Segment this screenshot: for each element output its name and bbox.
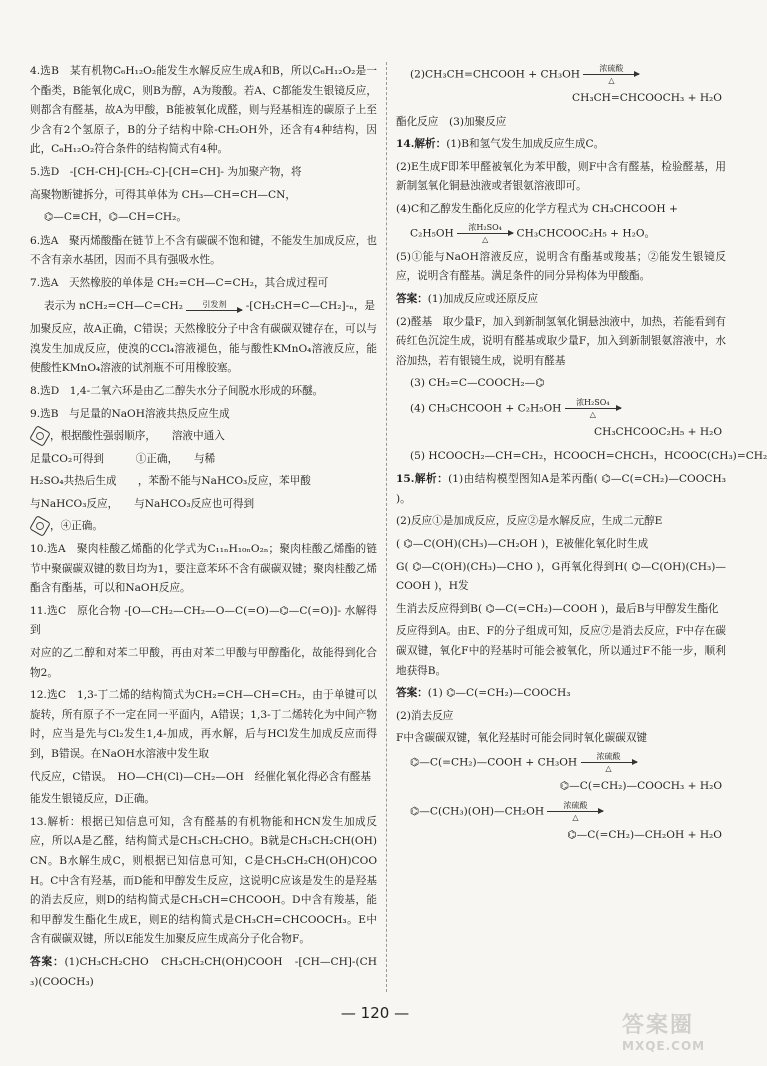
answer-q5-line1: 5.选D -[CH-CH]-[CH₂-C]-[CH=CH]- 为加聚产物，将: [30, 165, 302, 178]
answer-q4: 4.选B 某有机物C₆H₁₂O₂能发生水解反应生成A和B，所以C₆H₁₂O₂是一个酯类，B能氧化成C，则B为醇，A为羧酸。若A、C都能发生银镜反应，则都含有醛基，故A为甲酸，B能被氧化成醛，则与羟基相连的碳原子上至少含有2个氢原子，B的分子结构中除-CH₂OH外，还含有4种结构，因此，C₆H₁₂O₂符合条件的结构简式有4种。: [30, 65, 377, 156]
answer-q15-note: F中含碳碳双键，氧化羟基时可能会同时氧化碳碳双键: [396, 732, 648, 745]
answer-q15-a: [396, 470, 726, 509]
right-column: [396, 62, 767, 849]
answer-q14-a: [396, 135, 726, 155]
q14-ans4-equation: [410, 398, 726, 419]
answer-q14-ans5: (5) HCOOCH₂—CH=CH₂，HCOOCH=CHCH₃，HCOOC(CH₃)=CH₂: [410, 449, 767, 462]
answer-label: 答案：: [396, 687, 428, 700]
q15-eq1-cond: 浓硫酸: [596, 751, 621, 761]
answer-q15-c: ( ⌬—C(OH)(CH₃)—CH₂OH )，E被催化氧化时生成: [396, 537, 649, 550]
watermark-url: MXQE.COM: [622, 1039, 706, 1053]
q15-ans1-text: (1) ⌬—C(=CH₂)—COOCH₃: [427, 687, 571, 700]
reaction-arrow: [457, 223, 513, 244]
heat-symbol: △: [605, 763, 612, 773]
page-number: — 120 —: [340, 1004, 410, 1022]
answer-q9-line4: [30, 472, 377, 492]
answer-q7-line3: 加聚反应，故A正确，C错误；天然橡胶分子中含有碳碳双键存在，可以与溴发生加成反应，使溴的CCl₄溶液褪色，能与酸性KMnO₄溶液反应，能使酸性KMnO₄溶液的试剂瓶不可用橡胶塞。: [30, 323, 377, 375]
q15-text-a: (1)由结构模型图知A是苯丙酯( ⌬—C(=CH₂)—COOCH₃ )。: [396, 473, 726, 505]
answer-q7-equation: [44, 297, 377, 317]
q9-text-c: 足量CO₂可得到 ①正确， 与稀: [30, 452, 216, 465]
analysis-label: 14.解析：: [396, 138, 447, 151]
answer-q13-answer: [30, 953, 377, 992]
answer-q15-ans1: [396, 684, 726, 704]
q14-ans4-reactants: (4) CH₃CHCOOH + C₂H₅OH: [410, 402, 562, 415]
q14-ans4-products: CH₃CHCOOC₂H₅ + H₂O: [593, 426, 722, 438]
watermark-logo: [622, 1008, 732, 1056]
answer-q5-monomers: ⌬—C≡CH，⌬—CH=CH₂。: [44, 211, 188, 224]
q14-equation: [410, 223, 726, 244]
q14-ans1-text: (1)加成反应或还原反应: [427, 292, 539, 305]
q13-equation-2: [410, 64, 726, 85]
reaction-arrow: [565, 398, 621, 419]
answer-q13: 13.解析：根据已知信息可知，含有醛基的有机物能和HCN发生加成反应，所以A是乙醛，结构简式是CH₃CH₂CHO。B就是CH₃CH₂CH(OH)CN。B水解生成C，则根据已知信息可知，C是CH₃CH₂CH(OH)COOH。C中含有羟基，而D能和甲醇发生反应，这说明C应该是发生的是羟基的消去反应，则D的结构简式是CH₃CH=CHCOOH。D中含有羧基，能和甲醇发生酯化生成E，则E的结构简式是CH₃CH=CHCOOCH₃。E中含有碳碳双键，所以E能发生加聚反应生成高分子化合物F。: [30, 815, 377, 946]
arrow-icon: [457, 233, 513, 234]
benzene-ring-icon: [29, 516, 51, 538]
analysis-label: 15.解析：: [396, 473, 449, 486]
answer-label: 答案：: [396, 292, 428, 305]
q14-eq-reactant: C₂H₅OH: [410, 227, 454, 240]
q9-text-f: ，④正确。: [50, 520, 103, 533]
answer-q14-ans3: (3) CH₂=C—COOCH₂—⌬: [410, 377, 545, 390]
arrow-icon: [186, 310, 242, 311]
answer-q14-b: (2)E生成F即苯甲醛被氧化为苯甲酸，则F中含有醛基，检验醛基，用新制氢氧化铜悬浊液或者银氨溶液即可。: [396, 160, 726, 193]
answer-q12-line1: 12.选C 1,3-丁二烯的结构简式为CH₂=CH—CH=CH₂，由于单键可以旋转，所有原子不一定在同一平面内，A错误；1,3-丁二烯转化为中间产物时，应当是先与Cl₂发生1,4-加成，再水解，后与HCl发生加成反应而得到，B错误。在NaOH水溶液中发生取: [30, 689, 377, 760]
q15-eq2-cond: 浓硫酸: [563, 800, 588, 810]
q14-text-a: (1)B和氢气发生加成反应生成C。: [446, 138, 605, 151]
q14-eq-product: CH₃CHCOOC₂H₅ + H₂O。: [516, 227, 656, 240]
answer-q15-f: 反应得到A。由E、F的分子组成可知，反应⑦是消去反应，F中存在碳碳双键，氧化F中的羟基时可能会被氧化，所以通过F不能一步，顺利地获得B。: [396, 625, 726, 677]
reaction-arrow: [547, 801, 603, 822]
q15-equation-1: [410, 752, 726, 773]
answer-q14-e: (5)①能与NaOH溶液反应，说明含有酯基或羧基；②能发生银镜反应，说明含有醛基。满足条件的同分异构体为甲酸酯。: [396, 250, 726, 283]
q13-answer-text: (1)CH₃CH₂CHO CH₃CH₂CH(OH)COOH -[CH—CH]-(CH₃)(COOCH₃): [30, 955, 377, 988]
q7-condition: 引发剂: [202, 299, 227, 309]
arrow-icon: [581, 762, 637, 763]
arrow-icon: [547, 811, 603, 812]
answer-q5-line2: 高聚物断键拆分，可得其单体为 CH₃—CH=CH—CN，: [30, 188, 296, 201]
q13-eq-cond-top: 浓硫酸: [599, 64, 624, 73]
q15-eq2-reactant: ⌬—C(CH₃)(OH)—CH₂OH: [410, 805, 545, 818]
answer-q9-line6: [30, 517, 377, 537]
q15-eq1-products: ⌬—C(=CH₂)—COOCH₃ + H₂O: [559, 780, 722, 792]
column-divider: [386, 62, 387, 992]
q15-eq2-products: ⌬—C(=CH₂)—CH₂OH + H₂O: [567, 828, 722, 841]
answer-q10: 10.选A 聚肉桂酸乙烯酯的化学式为C₁₁ₙH₁₀ₙO₂ₙ；聚肉桂酸乙烯酯的链节中聚碳碳双键的数目均为1，要注意苯环不含有碳碳双键；聚肉桂酸乙烯酯含有酯基，可以和NaOH反应。: [30, 543, 377, 595]
heat-symbol: △: [572, 812, 579, 822]
reaction-arrow: [583, 64, 639, 85]
answer-q14-ans1: [396, 290, 726, 310]
q13-eq-cond-bottom: △: [608, 76, 615, 85]
arrow-icon: [565, 408, 621, 409]
answer-q9-line3: [30, 450, 377, 470]
answer-q7-line1: 7.选A 天然橡胶的单体是 CH₂=CH—C=CH₂，其合成过程可: [30, 276, 329, 289]
watermark-brand: 答案圈: [622, 1013, 695, 1038]
benzene-ring-icon: [29, 425, 51, 447]
reaction-arrow: [186, 300, 242, 312]
arrow-icon: [583, 74, 639, 75]
q15-equation-2: [410, 801, 726, 822]
q13-reaction-types: 酯化反应 (3)加聚反应: [396, 115, 507, 128]
answer-q15-ans2: (2)消去反应: [396, 709, 454, 722]
q13-eq-products: CH₃CH=CHCOOCH₃ + H₂O: [571, 92, 722, 105]
heat-symbol: △: [482, 234, 489, 244]
answer-q9-line1: [30, 405, 377, 425]
q14-ans4-cond: 浓H₂SO₄: [576, 397, 610, 407]
reaction-arrow: [581, 752, 637, 773]
heat-symbol: △: [589, 409, 596, 419]
answer-q8: 8.选D 1,4-二氧六环是由乙二醇失水分子间脱水形成的环醚。: [30, 384, 324, 397]
q13-eq-reactants: (2)CH₃CH=CHCOOH + CH₃OH: [410, 68, 581, 81]
answer-q14-c: (4)C和乙醇发生酯化反应的化学方程式为 CH₃CHCOOH +: [396, 203, 678, 216]
answer-label: 答案：: [30, 955, 65, 968]
q14-eq-cond: 浓H₂SO₄: [468, 222, 502, 232]
answer-q15-e: 生消去反应得到B( ⌬—C(=CH₂)—COOH )，最后B与甲醇发生酯化: [396, 602, 719, 615]
q9-text-b: ，根据酸性强弱顺序， 溶液中通入: [50, 430, 225, 443]
answer-q12-line3: 能发生银镜反应，D正确。: [30, 793, 156, 806]
answer-q11-line1: 11.选C 原化合物 -[O—CH₂—CH₂—O—C(=O)—⌬—C(=O)]- 水解得到: [30, 604, 377, 637]
q7-product: -[CH₂CH=C—CH₂]-ₙ，是: [245, 299, 376, 312]
q15-eq1-reactants: ⌬—C(=CH₂)—COOH + CH₃OH: [410, 756, 578, 769]
answer-q9-line2: [30, 427, 377, 447]
answer-q15-b: (2)反应①是加成反应，反应②是水解反应，生成二元醇E: [396, 515, 663, 528]
answer-q9-line5: [30, 495, 377, 515]
answer-q15-d: G( ⌬—C(OH)(CH₃)—CHO )，G再氧化得到H( ⌬—C(OH)(CH₃)—COOH )，H发: [396, 560, 726, 593]
answer-q14-ans2: (2)醛基 取少量F，加入到新制氢氧化铜悬浊液中，加热，若能看到有砖红色沉淀生成，说明有醛基或取少量F，加入到新制银氨溶液中，水浴加热，若有银镜生成，说明有醛基: [396, 315, 726, 367]
q9-text-a: 9.选B 与足量的NaOH溶液共热反应生成: [30, 407, 230, 420]
q9-text-e: 与NaHCO₃反应， 与NaHCO₃反应也可得到: [30, 497, 255, 510]
q7-reactant: 表示为 nCH₂=CH—C=CH₂: [44, 299, 183, 312]
left-column: [30, 62, 377, 995]
q9-text-d: H₂SO₄共热后生成 ，苯酚不能与NaHCO₃反应，苯甲酸: [30, 475, 311, 488]
answer-q12-line2: 代反应，C错误。 HO—CH(Cl)—CH₂—OH 经催化氧化得必含有醛基: [30, 770, 372, 783]
answer-q6: 6.选A 聚丙烯酸酯在链节上不含有碳碳不饱和键，不能发生加成反应，也不含有亲水基团，因而不具有强吸水性。: [30, 234, 377, 267]
answer-q11-line2: 对应的乙二醇和对苯二甲酸，再由对苯二甲酸与甲醇酯化，故能得到化合物2。: [30, 647, 377, 679]
